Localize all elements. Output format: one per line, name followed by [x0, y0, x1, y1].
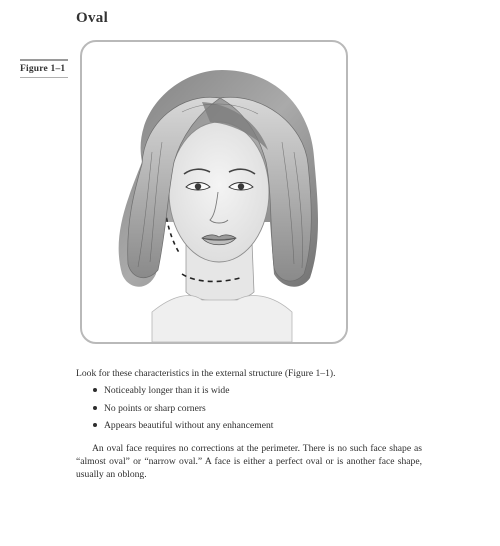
list-item [93, 384, 273, 402]
figure-label-rule [20, 59, 68, 61]
characteristics-list [93, 384, 273, 437]
oval-face-illustration [82, 42, 346, 342]
intro-text: Look for these characteristics in the external structure (Figure 1–1). [76, 368, 336, 379]
list-item [93, 419, 273, 437]
bullet-dot-icon [93, 423, 97, 427]
shoulders-shape [152, 296, 292, 342]
list-item-text: Appears beautiful without any enhancement [104, 420, 274, 431]
section-title: Oval [76, 10, 109, 26]
list-item-text: No points or sharp corners [104, 402, 206, 414]
list-item-text: Noticeably longer than it is wide [104, 385, 230, 396]
bullet-dot-icon [93, 388, 97, 392]
figure-label: Figure 1–1 [20, 64, 66, 74]
figure-illustration-frame [80, 40, 348, 344]
left-iris [195, 183, 201, 189]
right-iris [238, 183, 244, 189]
body-paragraph: An oval face requires no corrections at the perimeter. There is no such face shape as “almost oval” or “narrow oval.” A face is either a perfect oval or is another face shape, usually an oblong. [76, 443, 422, 480]
bullet-dot-icon [93, 406, 97, 410]
list-item [93, 402, 273, 420]
figure-label-underline [20, 77, 68, 78]
